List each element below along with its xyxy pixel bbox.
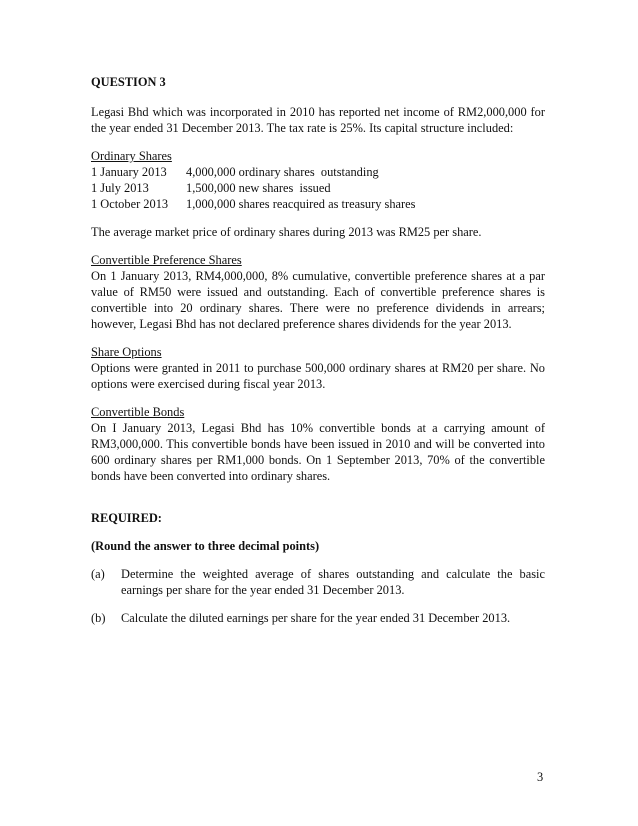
share-row: [91, 164, 545, 180]
item-label: (a): [91, 567, 105, 581]
share-row: [91, 196, 545, 212]
question-title: QUESTION 3: [91, 75, 166, 89]
round-note: (Round the answer to three decimal points): [91, 539, 320, 553]
question-item: [91, 610, 545, 626]
share-options-heading: Share Options: [91, 345, 162, 359]
share-options-section: [91, 344, 545, 392]
convertible-preference-heading: Convertible Preference Shares: [91, 253, 242, 267]
share-row: [91, 180, 545, 196]
share-row-desc: 1,500,000 new shares issued: [186, 181, 331, 195]
question-item: [91, 566, 545, 598]
ordinary-shares-section: [91, 148, 545, 212]
share-options-text: Options were granted in 2011 to purchase 500,000 ordinary shares at RM20 per share. No options were exercised during fiscal year 2013.: [91, 361, 545, 391]
share-row-date: 1 October 2013: [91, 197, 169, 211]
convertible-bonds-heading: Convertible Bonds: [91, 405, 185, 419]
convertible-preference-section: [91, 252, 545, 332]
item-label: (b): [91, 611, 106, 625]
share-row-date: 1 January 2013: [91, 165, 167, 179]
convertible-preference-text: On 1 January 2013, RM4,000,000, 8% cumulative, convertible preference shares at a par value of RM50 were issued and outstanding. Each of convertible preference shares is convertible into 20 ordinary shares. There were no preference dividends in arrears; however, Legasi Bhd has not declared preference shares dividends for the year 2013.: [91, 269, 545, 331]
intro-paragraph: Legasi Bhd which was incorporated in 2010 has reported net income of RM2,000,000 for the year ended 31 December 2013. The tax rate is 25%. Its capital structure included:: [91, 105, 545, 135]
market-price-paragraph: The average market price of ordinary shares during 2013 was RM25 per share.: [91, 225, 482, 239]
share-row-desc: 1,000,000 shares reacquired as treasury shares: [186, 197, 416, 211]
ordinary-shares-heading: Ordinary Shares: [91, 149, 172, 163]
share-row-desc: 4,000,000 ordinary shares outstanding: [186, 165, 379, 179]
item-text: Determine the weighted average of shares outstanding and calculate the basic earnings per share for the year ended 31 December 2013.: [121, 567, 545, 597]
convertible-bonds-text: On I January 2013, Legasi Bhd has 10% convertible bonds at a carrying amount of RM3,000,000. This convertible bonds have been issued in 2010 and will be converted into 600 ordinary shares per RM1,000 bonds. On 1 September 2013, 70% of the convertible bonds have been converted into ordinary shares.: [91, 421, 545, 483]
item-text: Calculate the diluted earnings per share for the year ended 31 December 2013.: [121, 611, 511, 625]
page-number: 3: [537, 770, 544, 784]
share-row-date: 1 July 2013: [91, 181, 149, 195]
document-page: [91, 74, 545, 638]
convertible-bonds-section: [91, 404, 545, 484]
required-heading: REQUIRED:: [91, 511, 162, 525]
